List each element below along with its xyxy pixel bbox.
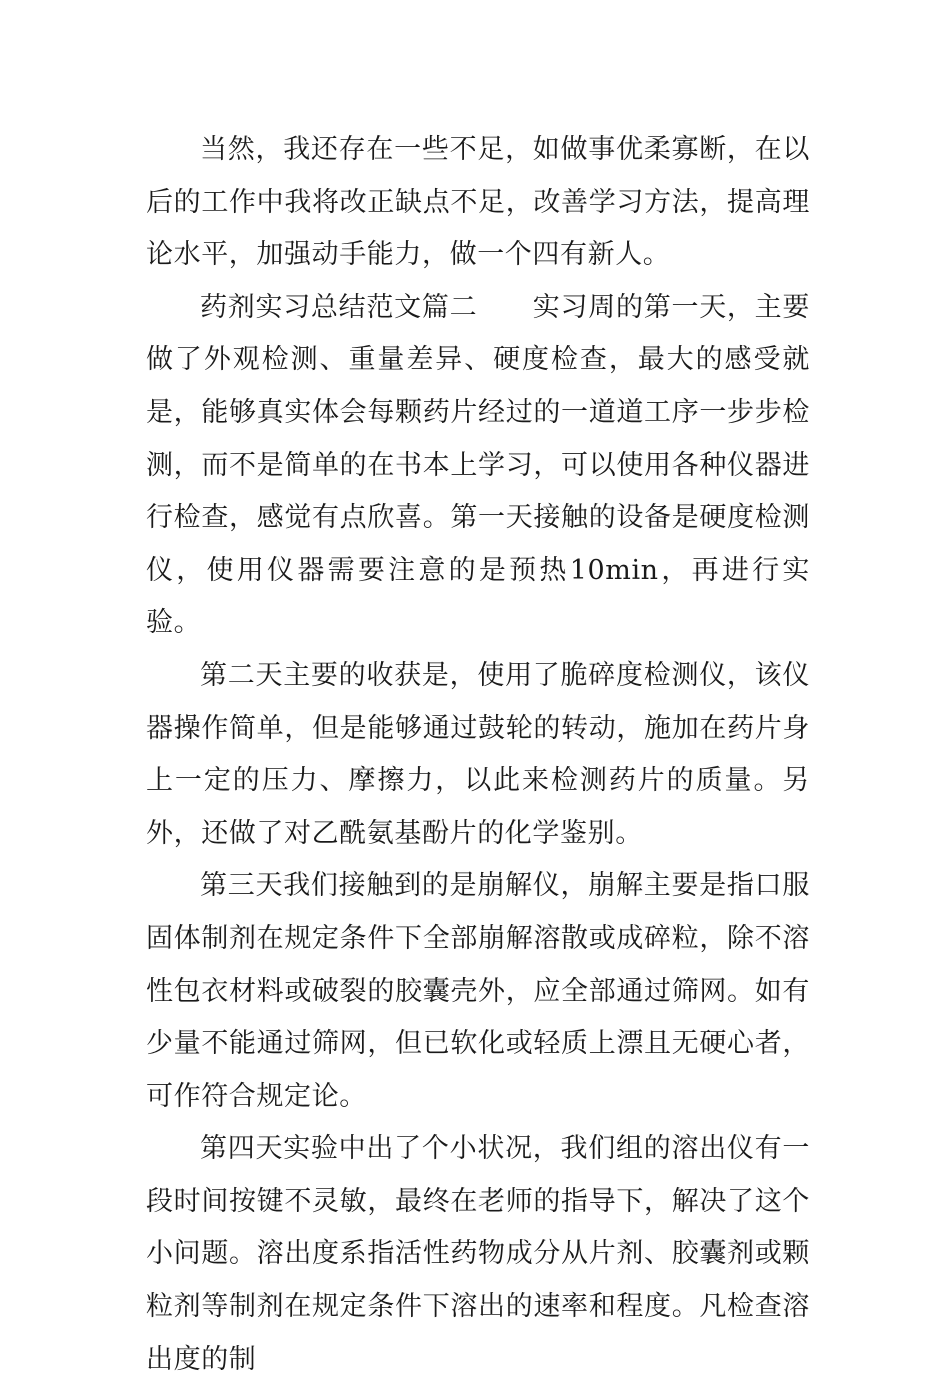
paragraph-conclusion: 当然，我还存在一些不足，如做事优柔寡断，在以后的工作中我将改正缺点不足，改善学习方法，提高理论水平，加强动手能力，做一个四有新人。	[146, 134, 810, 271]
paragraph-day-two: 第二天主要的收获是，使用了脆碎度检测仪，该仪器操作简单，但是能够通过鼓轮的转动，施加在药片身上一定的压力、摩擦力，以此来检测药片的质量。另外，还做了对乙酰氨基酚片的化学鉴别。	[146, 659, 810, 849]
paragraph-day-three: 第三天我们接触到的是崩解仪，崩解主要是指口服固体制剂在规定条件下全部崩解溶散或成碎粒，除不溶性包衣材料或破裂的胶囊壳外，应全部通过筛网。如有少量不能通过筛网，但已软化或轻质上漂且无硬心者，可作符合规定论。	[146, 870, 810, 1112]
paragraph-day-four: 第四天实验中出了个小状况，我们组的溶出仪有一段时间按键不灵敏，最终在老师的指导下，解决了这个小问题。溶出度系指活性药物成分从片剂、胶囊剂或颗粒剂等制剂在规定条件下溶出的速率和程度。凡检查溶出度的制	[146, 1133, 810, 1375]
paragraph-day-one: 药剂实习总结范文篇二 实习周的第一天，主要做了外观检测、重量差异、硬度检查，最大的感受就是，能够真实体会每颗药片经过的一道道工序一步步检测，而不是简单的在书本上学习，可以使用各种仪器进行检查，感觉有点欣喜。第一天接触的设备是硬度检测仪，使用仪器需要注意的是预热10min，再进行实验。	[146, 291, 810, 639]
document-body	[146, 124, 810, 1386]
